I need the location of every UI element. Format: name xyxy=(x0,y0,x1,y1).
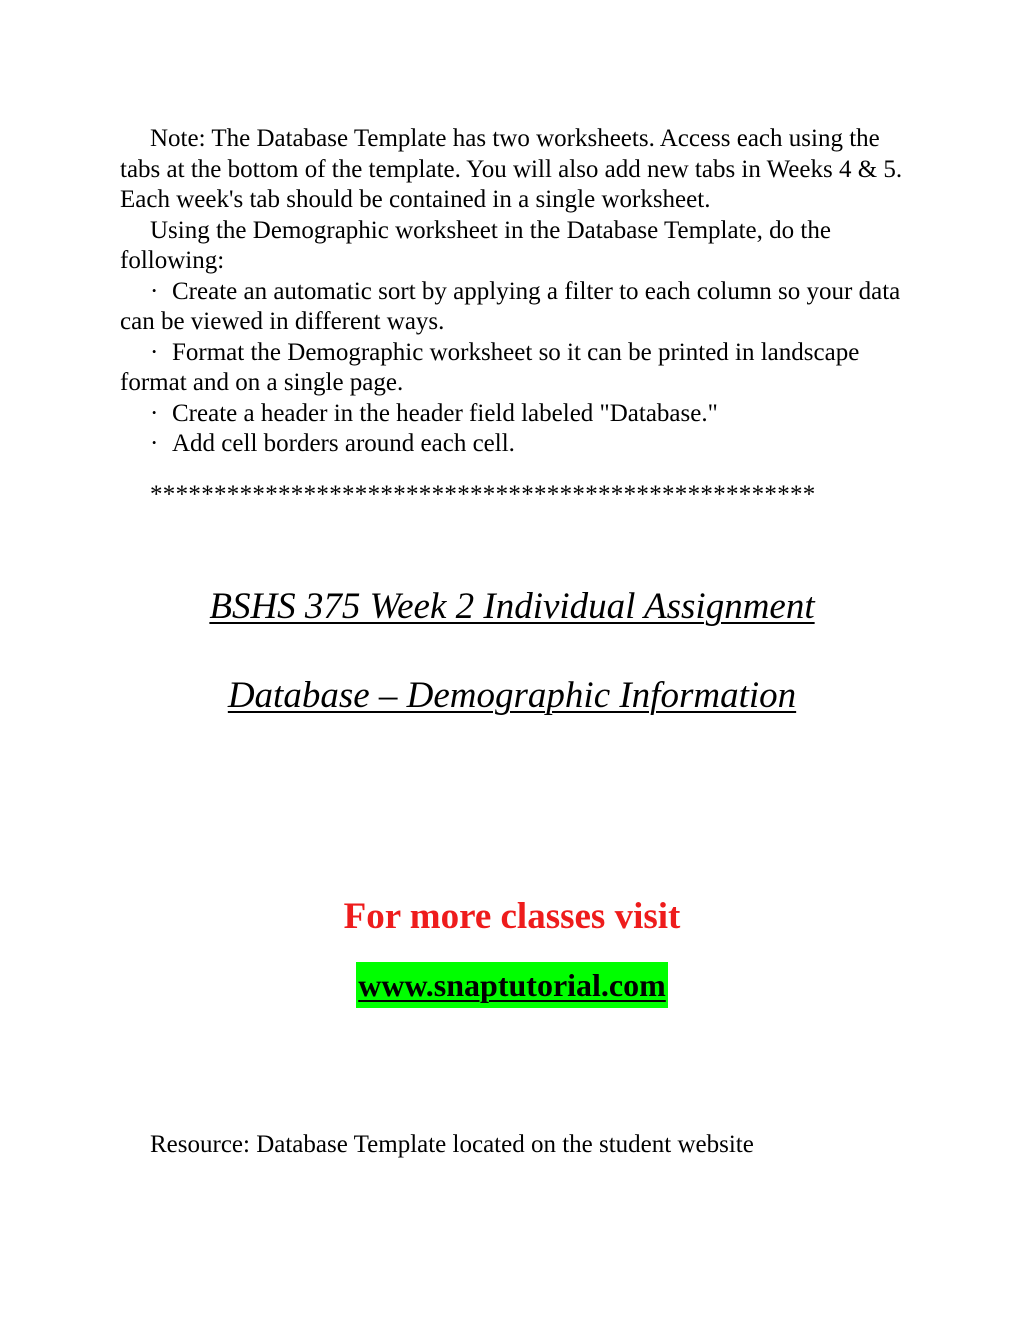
course-title-text: BSHS 375 Week 2 Individual Assignment xyxy=(209,586,815,627)
bullet-item xyxy=(120,338,920,399)
bullet-text: Create a header in the header field labeled "Database." xyxy=(172,399,718,427)
bullet-text: Format the Demographic worksheet so it can be printed in landscape format and on a single page. xyxy=(120,338,860,396)
bullet-symbol: · xyxy=(150,338,159,366)
bullet-symbol: · xyxy=(150,430,159,457)
promo-text: For more classes visit xyxy=(343,896,681,937)
assignment-title xyxy=(0,674,1024,718)
bullet-item xyxy=(120,399,920,430)
bullet-symbol: · xyxy=(150,399,159,427)
assignment-title-text: Database – Demographic Information xyxy=(227,675,797,716)
instructions-block xyxy=(120,124,920,460)
bullet-item xyxy=(120,429,920,460)
course-title xyxy=(0,585,1024,629)
resource-line: Resource: Database Template located on the student website xyxy=(150,1131,754,1158)
bullet-item xyxy=(120,277,920,338)
bullet-text: Create an automatic sort by applying a filter to each column so your data can be viewed in different ways. xyxy=(120,277,901,335)
bullet-text: Add cell borders around each cell. xyxy=(172,430,515,457)
promo-url-link[interactable]: www.snaptutorial.com xyxy=(356,962,668,1008)
separator-line: **************************************************** xyxy=(150,481,816,508)
using-paragraph: Using the Demographic worksheet in the Database Template, do the following: xyxy=(120,216,831,274)
promo-url-wrap xyxy=(0,962,1024,1008)
bullet-symbol: · xyxy=(150,277,159,305)
note-paragraph: Note: The Database Template has two worksheets. Access each using the tabs at the bottom of the template. You will also add new tabs in Weeks 4 & 5. Each week's tab should be contained in a single worksheet. xyxy=(120,125,903,213)
